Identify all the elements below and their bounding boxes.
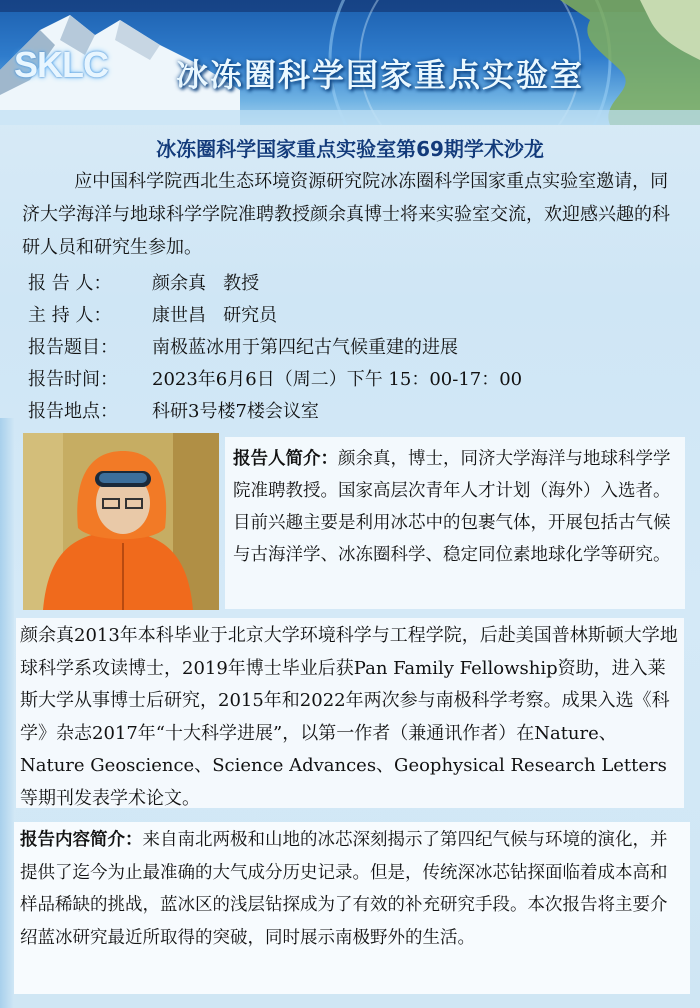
speaker-value: 颜余真 教授 <box>152 273 260 294</box>
speaker-label: 报 告 人： <box>28 273 112 294</box>
place-label: 报告地点： <box>28 401 118 422</box>
intro-paragraph: 应中国科学院西北生态环境资源研究院冰冻圈科学国家重点实验室邀请，同济大学海洋与地球科学学院准聘教授颜余真博士将来实验室交流，欢迎感兴趣的科研人员和研究生参加。 <box>22 171 670 258</box>
host-label: 主 持 人： <box>28 305 112 326</box>
time-label: 报告时间： <box>28 369 118 390</box>
portrait-image <box>23 433 219 610</box>
host-value: 康世昌 研究员 <box>152 305 278 326</box>
logo: SKLC <box>14 44 108 85</box>
topic-label: 报告题目： <box>28 337 118 358</box>
decor-bar <box>0 418 14 1008</box>
header-banner <box>0 0 700 125</box>
lab-name: 冰冻圈科学国家重点实验室 <box>176 56 585 94</box>
speaker-bio <box>225 437 685 609</box>
abstract-label: 报告内容简介： <box>20 830 143 850</box>
speaker-row <box>28 268 688 300</box>
page-title: 冰冻圈科学国家重点实验室第69期学术沙龙 <box>156 137 544 161</box>
host-row <box>28 300 688 332</box>
speaker-photo <box>23 433 219 610</box>
time-value: 2023年6月6日（周二）下午 15：00-17：00 <box>152 369 523 390</box>
event-info <box>28 268 688 428</box>
talk-abstract <box>14 822 690 994</box>
place-value: 科研3号楼7楼会议室 <box>152 401 319 422</box>
time-row <box>28 364 688 396</box>
abstract-text: 来自南北两极和山地的冰芯深刻揭示了第四纪气候与环境的演化，并提供了迄今为止最准确的大气成分历史记录。但是，传统深冰芯钻探面临着成本高和样品稀缺的挑战，蓝冰区的浅层钻探成为了有效的补充研究手段。本次报告将主要介绍蓝冰研究最近所取得的突破，同时展示南极野外的生活。 <box>20 830 668 948</box>
bio-text: 颜余真，博士，同济大学海洋与地球科学学院准聘教授。国家高层次青年人才计划（海外）入选者。目前兴趣主要是利用冰芯中的包裹气体，开展包括古气候与古海洋学、冰冻圈科学、稳定同位素地球化学等研究。 <box>233 449 671 565</box>
speaker-background: 颜余真2013年本科毕业于北京大学环境科学与工程学院，后赴美国普林斯顿大学地球科学系攻读博士，2019年博士毕业后获Pan Family Fellowship资助，进入莱斯大学从事博士后研究，2015年和2022年两次参与南极科学考察。成果入选《科学》杂志2017年“十大科学进展”，以第一作者（兼通讯作者）在Nature、Nature Geoscience、Science Advances、Geophysical Research Letters等期刊发表学术论文。 <box>16 618 684 808</box>
topic-row <box>28 332 688 364</box>
topic-value: 南极蓝冰用于第四纪古气候重建的进展 <box>152 337 458 358</box>
place-row <box>28 396 688 428</box>
bio-label: 报告人简介： <box>233 449 338 469</box>
